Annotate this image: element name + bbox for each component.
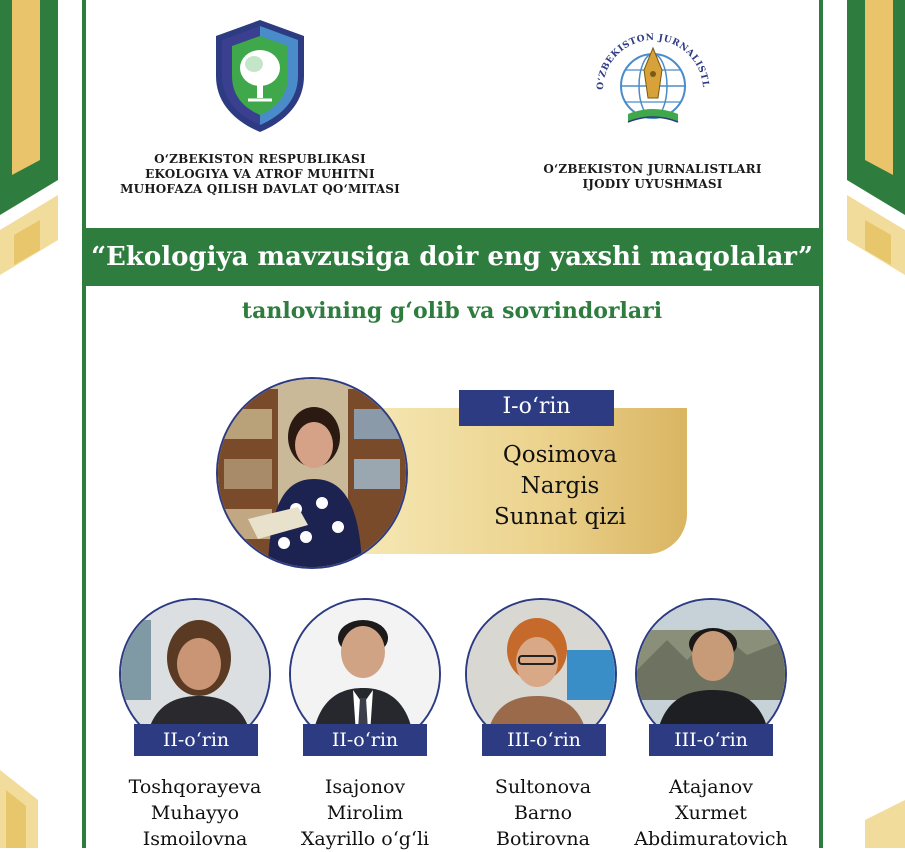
left-org-name-line-3: MUHOFAZA QILISH DAVLAT QO‘MITASI: [120, 182, 400, 196]
runner-4-name-line-2: Xurmet: [675, 802, 747, 824]
winner-name-line-2: Nargis: [520, 473, 600, 499]
journalists-union-seal-icon: [578, 18, 728, 140]
runner-1-name-line-3: Ismoilovna: [142, 828, 248, 850]
title-banner: [84, 228, 820, 286]
left-org-name-line-1: O‘ZBEKISTON RESPUBLIKASI: [154, 152, 366, 166]
left-organization-block: [120, 18, 400, 197]
runner-1-name-line-1: Toshqorayeva: [128, 776, 262, 798]
runner-3-name-line-1: Sultonova: [494, 776, 592, 798]
winner-place-badge: I-o‘rin: [459, 390, 614, 426]
runner-place-badge-2: II-o‘rin: [303, 724, 427, 756]
runner-2-name-line-1: Isajonov: [324, 776, 406, 798]
runner-3-name-line-2: Barno: [513, 802, 573, 824]
tree-shield-logo-icon: [212, 18, 308, 134]
runner-name-1: [110, 774, 280, 852]
winner-photo: [216, 377, 408, 569]
frame-line-right: [819, 0, 823, 848]
runner-3-name-line-3: Botirovna: [496, 828, 590, 850]
runner-1-name-line-2: Muhayyo: [150, 802, 240, 824]
right-bottom-ribbon-decoration: [865, 800, 905, 848]
runner-name-3: [458, 774, 628, 852]
right-organization-block: [540, 18, 765, 192]
runner-name-4: [626, 774, 796, 852]
runner-4-name-line-1: Atajanov: [669, 776, 753, 798]
svg-text:O‘ZBEKISTON JURNALISTLARI IJOD: [578, 18, 710, 90]
runner-4-name-line-3: Abdimuratovich: [634, 828, 788, 850]
winner-name-line-3: Sunnat qizi: [493, 504, 626, 530]
runner-place-badge-1: II-o‘rin: [134, 724, 258, 756]
left-org-name-line-2: EKOLOGIYA VA ATROF MUHITNI: [145, 167, 375, 181]
seal-ring-text: O‘ZBEKISTON JURNALISTL: [595, 32, 710, 91]
winner-name-line-1: Qosimova: [502, 442, 618, 468]
runner-place-badge-4: III-o‘rin: [649, 724, 773, 756]
right-org-name-line-2: IJODIY UYUSHMASI: [582, 177, 723, 191]
winner-name: [440, 440, 680, 533]
runner-place-badge-3: III-o‘rin: [482, 724, 606, 756]
right-ribbon-decoration: [845, 0, 905, 300]
runner-2-name-line-3: Xayrillo o‘g‘li: [300, 828, 430, 850]
left-bottom-ribbon-decoration: [0, 770, 40, 848]
subtitle: tanlovining g‘olib va sovrindorlari: [241, 298, 663, 324]
right-org-name-line-1: O‘ZBEKISTON JURNALISTLARI: [543, 162, 762, 176]
runner-name-2: [280, 774, 450, 852]
frame-line-left: [82, 0, 86, 848]
runner-2-name-line-2: Mirolim: [326, 802, 404, 824]
contest-title: “Ekologiya mavzusiga doir eng yaxshi maqolalar”: [91, 242, 813, 272]
left-ribbon-decoration: [0, 0, 60, 300]
